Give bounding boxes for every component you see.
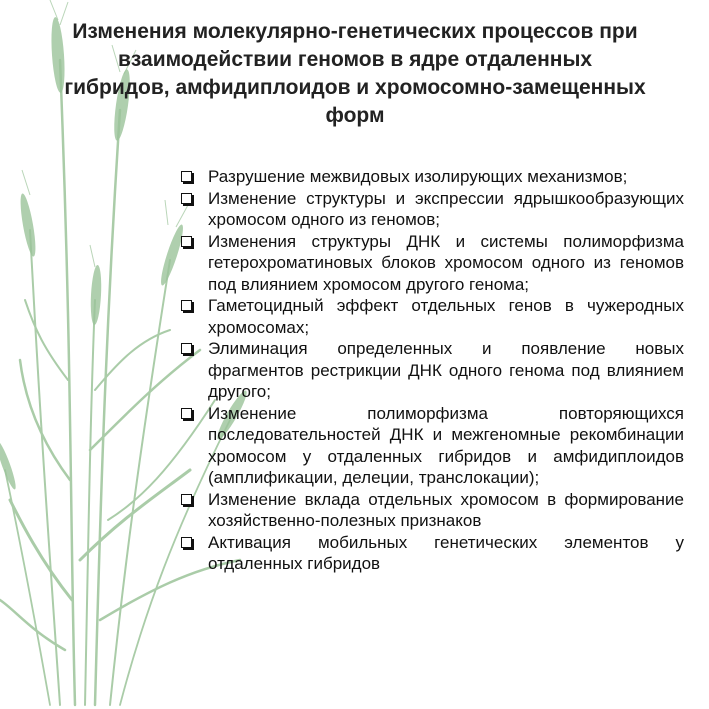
list-item-text: Изменение вклада отдельных хромосом в формирование хозяйственно-полезных признаков xyxy=(208,489,684,530)
list-item-text: Изменение полиморфизма повторяющихся последовательностей ДНК и межгеномные рекомбинации хромосом у отдаленных гибридов и амфидиплоидов (амплификации, делеции, транслокации); xyxy=(208,403,684,487)
list-item-text: Изменения структуры ДНК и системы полиморфизма гетерохроматиновых блоков хромосом одного из геномов под влиянием хромосом другого генома; xyxy=(208,231,684,294)
title-line: форм xyxy=(325,104,385,127)
list-item xyxy=(181,338,684,403)
list-item xyxy=(181,166,684,188)
checkbox-square-icon xyxy=(181,494,192,505)
list-item xyxy=(181,489,684,532)
list-item-text: Разрушение межвидовых изолирующих механизмов; xyxy=(208,167,628,186)
list-item xyxy=(181,188,684,231)
checkbox-square-icon xyxy=(181,408,192,419)
list-item xyxy=(181,231,684,296)
checkbox-square-icon xyxy=(181,343,192,354)
title-line: гибридов, амфидиплоидов и хромосомно-замещенных xyxy=(64,76,646,99)
list-item-text: Гаметоцидный эффект отдельных генов в чужеродных хромосомах; xyxy=(208,296,684,337)
list-item xyxy=(181,295,684,338)
list-item xyxy=(181,403,684,489)
checkbox-square-icon xyxy=(181,300,192,311)
list-item-text: Активация мобильных генетических элементов у отдаленных гибридов xyxy=(208,532,684,573)
bullet-list xyxy=(181,166,684,575)
list-item xyxy=(181,532,684,575)
checkbox-square-icon xyxy=(181,193,192,204)
title-line: взаимодействии геномов в ядре отдаленных xyxy=(117,48,593,71)
list-item-text: Изменение структуры и экспрессии ядрышкообразующих хромосом одного из геномов; xyxy=(208,188,684,229)
checkbox-square-icon xyxy=(181,537,192,548)
checkbox-square-icon xyxy=(181,236,192,247)
page-title xyxy=(20,18,690,130)
title-line: Изменения молекулярно-генетических процессов при xyxy=(72,20,638,43)
list-item-text: Элиминация определенных и появление новых фрагментов рестрикции ДНК одного генома под влиянием другого; xyxy=(208,339,684,401)
checkbox-square-icon xyxy=(181,171,192,182)
